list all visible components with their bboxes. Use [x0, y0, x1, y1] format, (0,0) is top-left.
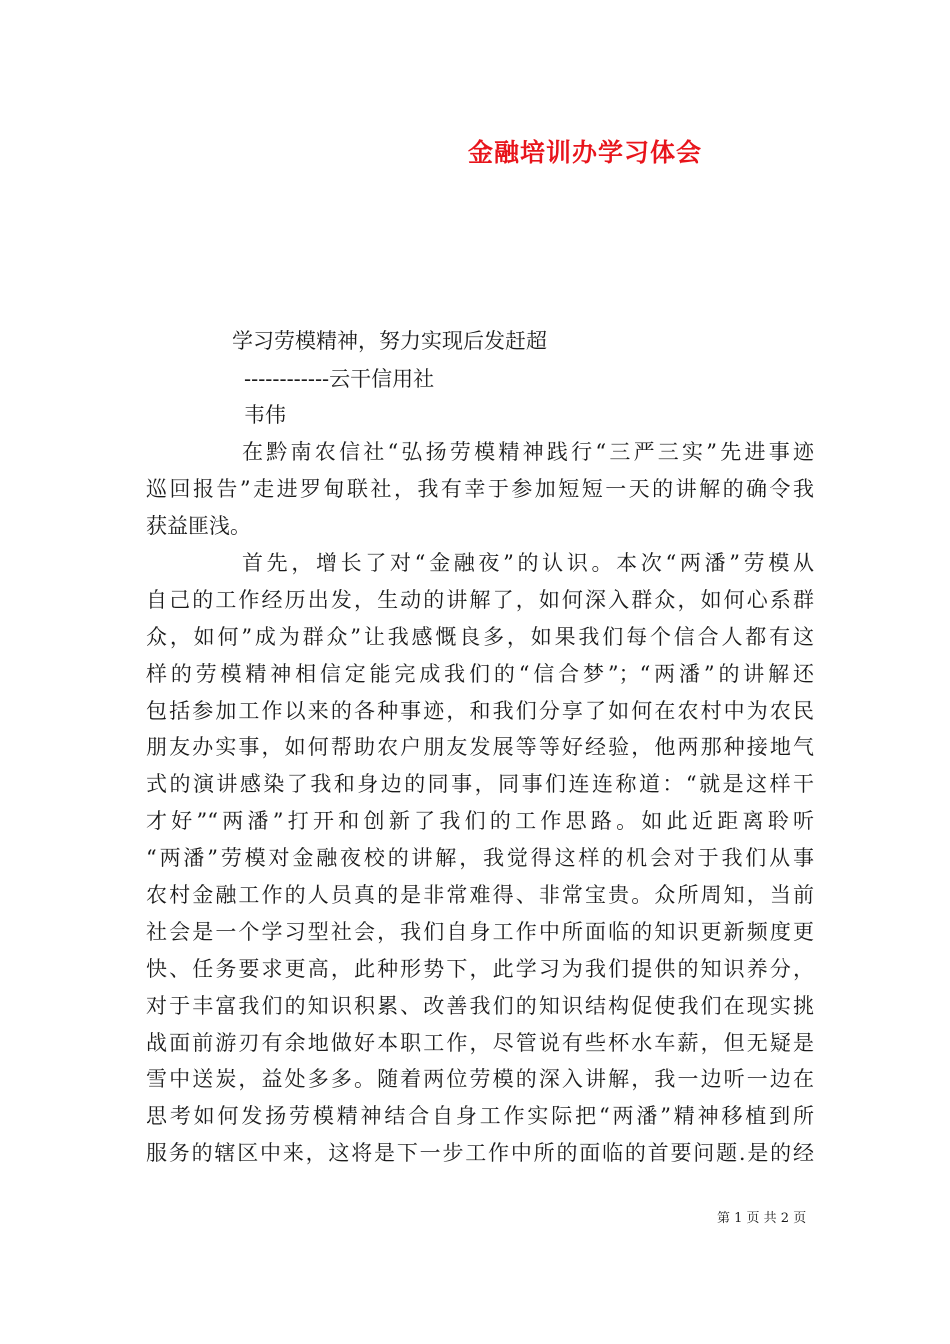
paragraph-line: 服务的辖区中来，这将是下一步工作中所的面临的首要问题.是的经: [146, 1141, 814, 1166]
paragraph-line: 自己的工作经历出发，生动的讲解了，如何深入群众，如何心系群: [146, 587, 814, 612]
paragraph-line: 思考如何发扬劳模精神结合自身工作实际把“两潘”精神移植到所: [146, 1104, 814, 1129]
paragraph-line: 雪中送炭，益处多多。随着两位劳模的深入讲解，我一边听一边在: [146, 1067, 814, 1092]
paragraph-line: 式的演讲感染了我和身边的同事，同事们连连称道：“就是这样干: [146, 772, 814, 797]
paragraph-line: 战面前游刃有余地做好本职工作，尽管说有些杯水车薪，但无疑是: [146, 1030, 814, 1055]
paragraph-line: 快、任务要求更高，此种形势下，此学习为我们提供的知识养分，: [146, 956, 814, 981]
paragraph-line: 包括参加工作以来的各种事迹，和我们分享了如何在农村中为农民: [146, 698, 814, 723]
paragraph-line: 巡回报告”走进罗甸联社，我有幸于参加短短一天的讲解的确令我: [146, 476, 814, 501]
document-title: 金融培训办学习体会: [468, 138, 703, 167]
paragraph-1: [146, 434, 814, 545]
article-subtitle: 学习劳模精神，努力实现后发赶超: [232, 329, 547, 353]
paragraph-line: 首先，增长了对“金融夜”的认识。本次“两潘”劳模从: [242, 551, 814, 575]
paragraph-line: 在黔南农信社“弘扬劳模精神践行“三严三实”先进事迹: [242, 440, 814, 464]
paragraph-line: 获益匪浅。: [146, 513, 251, 538]
paragraph-line: 朋友办实事，如何帮助农户朋友发展等等好经验，他两那种接地气: [146, 735, 814, 760]
paragraph-line: 才好”“两潘”打开和创新了我们的工作思路。如此近距离聆听: [146, 809, 814, 834]
paragraph-line: 对于丰富我们的知识积累、改善我们的知识结构促使我们在现实挑: [146, 993, 814, 1018]
paragraph-line: “两潘”劳模对金融夜校的讲解，我觉得这样的机会对于我们从事: [146, 846, 814, 871]
article-byline: ------------云干信用社: [244, 367, 435, 391]
paragraph-line: 众，如何”成为群众”让我感慨良多，如果我们每个信合人都有这: [146, 624, 814, 649]
paragraph-2: [146, 545, 814, 1172]
page-number-indicator: 第 1 页 共 2 页: [717, 1211, 807, 1226]
paragraph-line: 社会是一个学习型社会，我们自身工作中所面临的知识更新频度更: [146, 919, 814, 944]
paragraph-line: 样的劳模精神相信定能完成我们的“信合梦”；“两潘”的讲解还: [146, 661, 814, 686]
paragraph-line: 农村金融工作的人员真的是非常难得、非常宝贵。众所周知，当前: [146, 883, 814, 908]
article-author: 韦伟: [244, 403, 286, 427]
